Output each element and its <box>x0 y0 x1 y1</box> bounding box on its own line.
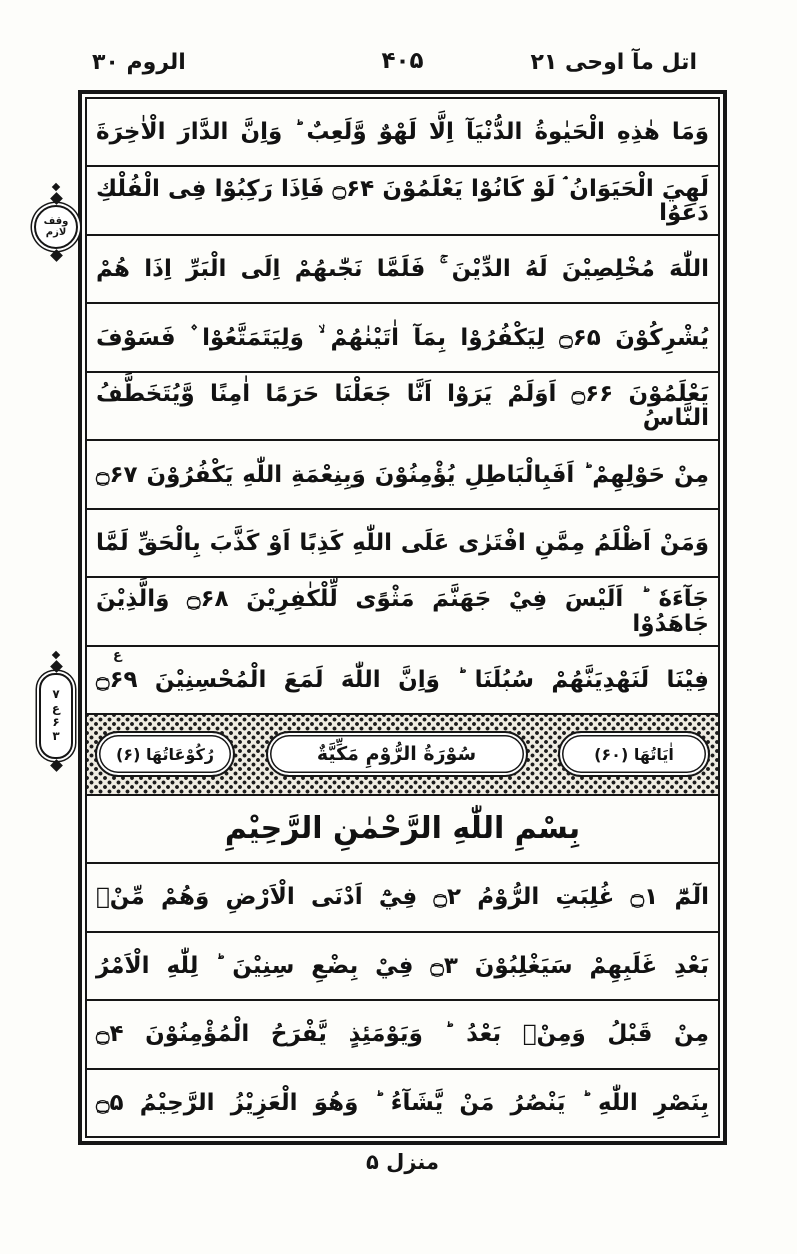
page-footer <box>78 1150 727 1174</box>
finial-ornament-icon <box>50 759 63 772</box>
finial-ornament-icon <box>50 249 63 262</box>
quran-line-row <box>87 373 718 441</box>
text-frame-inner <box>85 97 720 1138</box>
quran-line: اللّٰهَ مُخْلِصِيْنَ لَهُ الدِّيْنَ ۚ فَلَمَّا نَجّٰىهُمْ اِلَى الْبَرِّ اِذَا هُمْ <box>96 256 709 283</box>
bismillah-row <box>87 796 718 864</box>
ruku-marker-box <box>39 673 73 759</box>
finial-ornament-icon <box>52 183 60 191</box>
surah-title-cartouche: سُوْرَةُ الرُّوْمِ مَكِّيَّةٌ <box>266 731 528 777</box>
ruku-surah-number: ۷ <box>52 687 60 702</box>
surah-header-band <box>87 715 718 795</box>
text-frame <box>78 90 727 1145</box>
quran-line-row <box>87 99 718 167</box>
surah-name-label: الروم ۳۰ <box>92 50 186 75</box>
quran-line-row <box>87 1070 718 1136</box>
ruku-end-sign: ع <box>113 647 122 663</box>
quran-line-row <box>87 647 718 715</box>
manzil-label: منزل ۵ <box>366 1150 439 1174</box>
quran-line: لَهِيَ الْحَيَوَانُ ۘ لَوْ كَانُوْا يَعْلَمُوْنَ ۝۶۴ فَاِذَا رَكِبُوْا فِی الْفُلْكِ دَعَوُا <box>96 175 709 226</box>
quran-line: بِنَصْرِ اللّٰهِ ؕ يَنْصُرُ مَنْ يَّشَآءُ ؕ وَهُوَ الْعَزِيْزُ الرَّحِيْمُ ۝۵ <box>96 1089 709 1116</box>
quran-line: مِنْ حَوْلِهِمْ ؕ اَفَبِالْبَاطِلِ يُؤْمِنُوْنَ وَبِنِعْمَةِ اللّٰهِ يَكْفُرُوْنَ ۝۶۷ <box>96 461 709 488</box>
page-number: ۴۰۵ <box>381 48 424 74</box>
ruku-ain-sign: ع <box>51 701 61 716</box>
ruku-juz-number: ۳ <box>52 728 60 743</box>
ruku-ayah-count: ۶ <box>52 715 60 729</box>
finial-ornament-icon <box>50 660 63 673</box>
waqf-word: لازم <box>45 227 67 238</box>
ayat-count-cartouche: اٰيَاتُهَا (۶۰) <box>558 731 710 777</box>
quran-line: جَآءَهٗ ؕ اَلَيْسَ فِيْ جَهَنَّمَ مَثْوًى لِّلْكٰفِرِيْنَ ۝۶۸ وَالَّذِيْنَ جَاهَدُوْا <box>96 586 709 637</box>
bismillah-line: بِسْمِ اللّٰهِ الرَّحْمٰنِ الرَّحِيْمِ <box>224 811 581 847</box>
quran-line-row <box>87 441 718 509</box>
quran-line: فِيْنَا لَنَهْدِيَنَّهُمْ سُبُلَنَا ؕ وَاِنَّ اللّٰهَ لَمَعَ الْمُحْسِنِيْنَ ۝۶۹ <box>96 666 709 693</box>
quran-line-row <box>87 578 718 646</box>
ruku-marker-medallion <box>32 650 80 772</box>
quran-line-row <box>87 167 718 235</box>
quran-line: يَعْلَمُوْنَ ۝۶۶ اَوَلَمْ يَرَوْا اَنَّا جَعَلْنَا حَرَمًا اٰمِنًا وَّيُتَخَطَّفُ النَّاسُ <box>96 380 709 432</box>
quran-line: يُشْرِكُوْنَ ۝۶۵ لِيَكْفُرُوْا بِمَآ اٰتَيْنٰهُمْ ۙ وَلِيَتَمَتَّعُوْا ۫ فَسَوْفَ <box>96 324 709 351</box>
waqf-lazim-medallion <box>30 182 82 262</box>
juz-name-label: اتل مآ اوحی ۲۱ <box>530 50 697 75</box>
waqf-word: وقف <box>43 216 69 227</box>
quran-line-row <box>87 933 718 1001</box>
quran-line-row <box>87 304 718 372</box>
quran-line: بَعْدِ غَلَبِهِمْ سَيَغْلِبُوْنَ ۝۳ فِيْ بِضْعِ سِنِيْنَ ؕ لِلّٰهِ الْاَمْرُ <box>96 952 709 979</box>
quran-line-row <box>87 1001 718 1069</box>
quran-line: مِنْ قَبْلُ وَمِنْۢ بَعْدُ ؕ وَيَوْمَئِذٍ يَّفْرَحُ الْمُؤْمِنُوْنَ ۝۴ <box>96 1021 709 1048</box>
quran-line-row <box>87 510 718 578</box>
quran-line-row <box>87 864 718 932</box>
ruku-count-cartouche: رُكُوْعَاتُهَا (۶) <box>95 731 235 777</box>
quran-line: وَمَنْ اَظْلَمُ مِمَّنِ افْتَرٰى عَلَى اللّٰهِ كَذِبًا اَوْ كَذَّبَ بِالْحَقِّ لَمَّا <box>96 529 709 556</box>
quran-line-row <box>87 236 718 304</box>
waqf-lazim-circle <box>34 205 78 249</box>
finial-ornament-icon <box>52 651 60 659</box>
page-header <box>78 48 727 86</box>
quran-line: الٓمّٓ ۝۱ غُلِبَتِ الرُّوْمُ ۝۲ فِيْٓ اَدْنَى الْاَرْضِ وَهُمْ مِّنْۢ <box>96 884 709 911</box>
quran-line: وَمَا هٰذِهِ الْحَيٰوةُ الدُّنْيَآ اِلَّا لَهْوٌ وَّلَعِبٌ ؕ وَاِنَّ الدَّارَ الْاٰخِرَةَ <box>96 119 709 146</box>
finial-ornament-icon <box>50 192 63 205</box>
